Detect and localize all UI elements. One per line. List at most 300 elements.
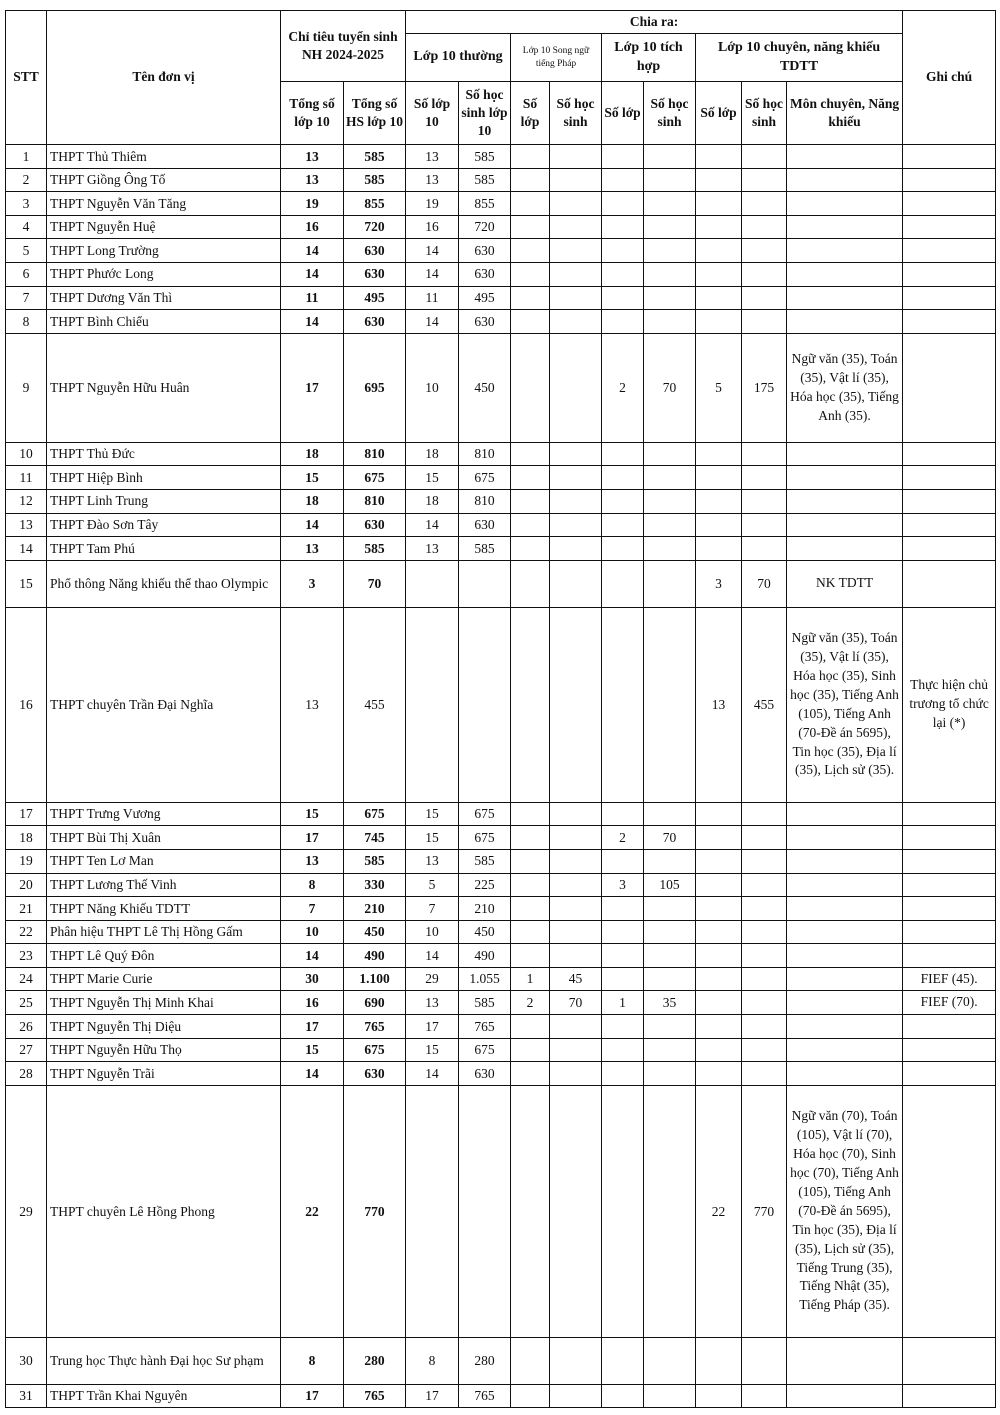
cell-bilingual-students	[550, 560, 602, 607]
cell-notes	[903, 849, 996, 873]
table-row	[6, 215, 996, 239]
cell-regular-students: 675	[459, 466, 511, 490]
header-bilingual-french: Lớp 10 Song ngữ tiếng Pháp	[511, 34, 602, 82]
table-row	[6, 145, 996, 169]
cell-unit-name: THPT Đào Sơn Tây	[47, 513, 281, 537]
cell-total-classes: 14	[281, 239, 344, 263]
cell-specialized-classes	[696, 873, 742, 897]
cell-total-students: 675	[344, 1038, 406, 1062]
cell-integrated-students	[644, 168, 696, 192]
table-row	[6, 333, 996, 442]
cell-unit-name: THPT Thủ Thiêm	[47, 145, 281, 169]
cell-notes	[903, 897, 996, 921]
cell-notes: FIEF (70).	[903, 991, 996, 1015]
cell-bilingual-students	[550, 1085, 602, 1337]
cell-regular-classes	[406, 607, 459, 802]
cell-regular-students: 675	[459, 826, 511, 850]
cell-unit-name: THPT Ten Lơ Man	[47, 849, 281, 873]
cell-stt: 15	[6, 560, 47, 607]
cell-integrated-classes: 1	[602, 991, 644, 1015]
cell-integrated-students: 105	[644, 873, 696, 897]
cell-stt: 27	[6, 1038, 47, 1062]
cell-integrated-classes	[602, 215, 644, 239]
cell-specialized-classes	[696, 1337, 742, 1384]
cell-notes	[903, 944, 996, 968]
cell-total-students: 720	[344, 215, 406, 239]
cell-specialized-students	[742, 239, 787, 263]
cell-specialized-subjects	[787, 262, 903, 286]
cell-regular-students: 630	[459, 239, 511, 263]
header-regular-classes: Số lớp 10	[406, 82, 459, 145]
cell-stt: 3	[6, 192, 47, 216]
cell-integrated-students: 70	[644, 826, 696, 850]
cell-bilingual-classes	[511, 192, 550, 216]
cell-integrated-students	[644, 1085, 696, 1337]
cell-bilingual-students	[550, 1384, 602, 1408]
cell-bilingual-students	[550, 1337, 602, 1384]
cell-bilingual-students	[550, 442, 602, 466]
cell-total-classes: 19	[281, 192, 344, 216]
cell-integrated-students	[644, 145, 696, 169]
cell-specialized-subjects	[787, 466, 903, 490]
cell-specialized-subjects	[787, 1015, 903, 1039]
cell-regular-classes: 11	[406, 286, 459, 310]
header-regular-class: Lớp 10 thường	[406, 34, 511, 82]
cell-notes	[903, 1062, 996, 1086]
cell-bilingual-students	[550, 145, 602, 169]
cell-notes	[903, 513, 996, 537]
cell-total-students: 745	[344, 826, 406, 850]
cell-unit-name: THPT Lê Quý Đôn	[47, 944, 281, 968]
cell-specialized-classes	[696, 286, 742, 310]
header-integrated-classes: Số lớp	[602, 82, 644, 145]
cell-total-classes: 17	[281, 333, 344, 442]
cell-notes	[903, 239, 996, 263]
cell-specialized-students	[742, 873, 787, 897]
cell-bilingual-classes	[511, 873, 550, 897]
cell-specialized-classes	[696, 489, 742, 513]
header-bilingual-students: Số học sinh	[550, 82, 602, 145]
cell-bilingual-classes	[511, 849, 550, 873]
table-row	[6, 537, 996, 561]
cell-total-students: 630	[344, 310, 406, 334]
cell-specialized-subjects	[787, 849, 903, 873]
cell-total-classes: 22	[281, 1085, 344, 1337]
cell-specialized-students	[742, 466, 787, 490]
cell-specialized-students	[742, 537, 787, 561]
cell-bilingual-classes	[511, 826, 550, 850]
cell-total-classes: 13	[281, 145, 344, 169]
cell-specialized-classes	[696, 168, 742, 192]
table-row	[6, 826, 996, 850]
cell-total-students: 810	[344, 489, 406, 513]
cell-unit-name: THPT Nguyễn Văn Tăng	[47, 192, 281, 216]
cell-unit-name: THPT Trần Khai Nguyên	[47, 1384, 281, 1408]
cell-specialized-students	[742, 920, 787, 944]
cell-integrated-classes	[602, 310, 644, 334]
cell-total-classes: 13	[281, 607, 344, 802]
cell-bilingual-students	[550, 466, 602, 490]
cell-bilingual-classes: 1	[511, 967, 550, 991]
table-row	[6, 1085, 996, 1337]
cell-regular-students	[459, 1085, 511, 1337]
cell-bilingual-classes	[511, 466, 550, 490]
cell-total-classes: 8	[281, 873, 344, 897]
cell-regular-classes: 15	[406, 802, 459, 826]
cell-total-classes: 16	[281, 991, 344, 1015]
cell-specialized-classes	[696, 991, 742, 1015]
cell-specialized-classes	[696, 442, 742, 466]
cell-integrated-students	[644, 442, 696, 466]
cell-integrated-classes: 2	[602, 333, 644, 442]
table-row	[6, 442, 996, 466]
cell-specialized-students	[742, 192, 787, 216]
cell-unit-name: THPT chuyên Trần Đại Nghĩa	[47, 607, 281, 802]
header-specialized-class: Lớp 10 chuyên, năng khiếu TDTT	[696, 34, 903, 82]
cell-total-classes: 14	[281, 944, 344, 968]
cell-regular-classes	[406, 560, 459, 607]
cell-specialized-students	[742, 513, 787, 537]
cell-bilingual-students	[550, 537, 602, 561]
cell-regular-classes: 18	[406, 442, 459, 466]
cell-unit-name: THPT Nguyễn Thị Diệu	[47, 1015, 281, 1039]
cell-integrated-classes	[602, 537, 644, 561]
cell-bilingual-students: 70	[550, 991, 602, 1015]
cell-integrated-classes	[602, 489, 644, 513]
cell-bilingual-students	[550, 239, 602, 263]
cell-unit-name: THPT Lương Thế Vinh	[47, 873, 281, 897]
cell-specialized-subjects	[787, 310, 903, 334]
cell-bilingual-classes	[511, 920, 550, 944]
cell-total-classes: 14	[281, 1062, 344, 1086]
cell-bilingual-classes	[511, 310, 550, 334]
cell-total-students: 695	[344, 333, 406, 442]
table-row	[6, 489, 996, 513]
cell-stt: 5	[6, 239, 47, 263]
cell-integrated-students	[644, 897, 696, 921]
header-total-classes: Tổng số lớp 10	[281, 82, 344, 145]
cell-regular-students: 280	[459, 1337, 511, 1384]
table-row	[6, 560, 996, 607]
cell-regular-students: 630	[459, 513, 511, 537]
cell-notes	[903, 802, 996, 826]
cell-integrated-students	[644, 513, 696, 537]
cell-notes	[903, 442, 996, 466]
cell-bilingual-students	[550, 168, 602, 192]
header-specialized-classes: Số lớp	[696, 82, 742, 145]
cell-specialized-classes: 13	[696, 607, 742, 802]
cell-specialized-subjects	[787, 1038, 903, 1062]
cell-regular-classes: 8	[406, 1337, 459, 1384]
cell-bilingual-classes	[511, 1384, 550, 1408]
cell-bilingual-students	[550, 802, 602, 826]
cell-unit-name: Phân hiệu THPT Lê Thị Hồng Gấm	[47, 920, 281, 944]
cell-specialized-subjects	[787, 802, 903, 826]
cell-specialized-classes	[696, 826, 742, 850]
cell-integrated-students	[644, 1384, 696, 1408]
cell-integrated-students	[644, 607, 696, 802]
cell-specialized-students	[742, 802, 787, 826]
cell-specialized-subjects	[787, 145, 903, 169]
cell-integrated-classes	[602, 262, 644, 286]
table-body	[6, 145, 996, 1408]
cell-notes	[903, 1337, 996, 1384]
cell-integrated-students	[644, 310, 696, 334]
cell-total-students: 810	[344, 442, 406, 466]
header-unit-name: Tên đơn vị	[47, 11, 281, 145]
cell-specialized-subjects	[787, 920, 903, 944]
cell-specialized-subjects: Ngữ văn (70), Toán (105), Vật lí (70), Hóa học (70), Sinh học (70), Tiếng Anh (105), Tiếng Anh (70-Đề án 5695), Tin học (35), Địa lí (35), Lịch sử (35), Tiếng Trung (35), Tiếng Nhật (35), Tiếng Pháp (35).	[787, 1085, 903, 1337]
cell-notes: FIEF (45).	[903, 967, 996, 991]
cell-integrated-classes	[602, 1384, 644, 1408]
cell-specialized-subjects	[787, 489, 903, 513]
cell-total-classes: 30	[281, 967, 344, 991]
cell-unit-name: THPT Năng Khiếu TDTT	[47, 897, 281, 921]
cell-notes	[903, 215, 996, 239]
cell-bilingual-classes	[511, 1062, 550, 1086]
table-row	[6, 286, 996, 310]
cell-integrated-students: 70	[644, 333, 696, 442]
header-notes: Ghi chú	[903, 11, 996, 145]
table-row	[6, 239, 996, 263]
cell-notes	[903, 145, 996, 169]
cell-notes	[903, 310, 996, 334]
cell-regular-students: 585	[459, 537, 511, 561]
cell-specialized-students	[742, 944, 787, 968]
cell-integrated-classes	[602, 967, 644, 991]
cell-specialized-students: 175	[742, 333, 787, 442]
cell-regular-classes: 15	[406, 826, 459, 850]
cell-integrated-classes	[602, 1038, 644, 1062]
table-row	[6, 1015, 996, 1039]
cell-specialized-subjects	[787, 192, 903, 216]
cell-total-students: 630	[344, 262, 406, 286]
cell-specialized-subjects	[787, 967, 903, 991]
cell-stt: 6	[6, 262, 47, 286]
cell-stt: 31	[6, 1384, 47, 1408]
cell-stt: 29	[6, 1085, 47, 1337]
cell-specialized-students	[742, 1337, 787, 1384]
cell-regular-students: 810	[459, 442, 511, 466]
cell-specialized-students: 455	[742, 607, 787, 802]
cell-total-classes: 17	[281, 826, 344, 850]
cell-integrated-classes	[602, 802, 644, 826]
cell-specialized-classes: 3	[696, 560, 742, 607]
cell-specialized-subjects	[787, 239, 903, 263]
cell-total-students: 585	[344, 145, 406, 169]
cell-specialized-subjects	[787, 513, 903, 537]
cell-specialized-classes	[696, 849, 742, 873]
cell-specialized-classes: 5	[696, 333, 742, 442]
cell-unit-name: THPT Nguyễn Hữu Thọ	[47, 1038, 281, 1062]
cell-unit-name: THPT Marie Curie	[47, 967, 281, 991]
cell-total-students: 585	[344, 537, 406, 561]
cell-bilingual-students	[550, 1015, 602, 1039]
cell-total-students: 495	[344, 286, 406, 310]
cell-specialized-subjects	[787, 168, 903, 192]
cell-unit-name: THPT Hiệp Bình	[47, 466, 281, 490]
cell-regular-students: 585	[459, 145, 511, 169]
cell-unit-name: THPT Dương Văn Thì	[47, 286, 281, 310]
cell-integrated-students	[644, 1038, 696, 1062]
cell-unit-name: THPT Nguyễn Thị Minh Khai	[47, 991, 281, 1015]
cell-specialized-students	[742, 262, 787, 286]
cell-specialized-classes	[696, 1062, 742, 1086]
cell-total-classes: 17	[281, 1015, 344, 1039]
cell-notes	[903, 262, 996, 286]
table-row	[6, 513, 996, 537]
cell-bilingual-students	[550, 607, 602, 802]
cell-total-students: 455	[344, 607, 406, 802]
cell-stt: 17	[6, 802, 47, 826]
cell-stt: 1	[6, 145, 47, 169]
cell-specialized-classes	[696, 920, 742, 944]
cell-integrated-classes	[602, 466, 644, 490]
cell-notes	[903, 873, 996, 897]
cell-total-classes: 17	[281, 1384, 344, 1408]
cell-integrated-students	[644, 537, 696, 561]
cell-regular-students: 495	[459, 286, 511, 310]
cell-regular-classes	[406, 1085, 459, 1337]
cell-integrated-classes	[602, 897, 644, 921]
cell-specialized-subjects	[787, 873, 903, 897]
cell-regular-classes: 14	[406, 944, 459, 968]
cell-bilingual-classes	[511, 1015, 550, 1039]
cell-regular-classes: 7	[406, 897, 459, 921]
cell-specialized-subjects: NK TDTT	[787, 560, 903, 607]
cell-total-classes: 8	[281, 1337, 344, 1384]
cell-total-students: 770	[344, 1085, 406, 1337]
cell-specialized-students: 70	[742, 560, 787, 607]
cell-specialized-subjects	[787, 286, 903, 310]
cell-integrated-students	[644, 262, 696, 286]
cell-stt: 2	[6, 168, 47, 192]
header-bilingual-classes: Số lớp	[511, 82, 550, 145]
table-row	[6, 607, 996, 802]
cell-specialized-students	[742, 1384, 787, 1408]
cell-regular-students: 225	[459, 873, 511, 897]
cell-notes	[903, 1015, 996, 1039]
cell-regular-classes: 13	[406, 849, 459, 873]
cell-stt: 28	[6, 1062, 47, 1086]
cell-integrated-students	[644, 466, 696, 490]
cell-bilingual-classes	[511, 442, 550, 466]
cell-total-classes: 14	[281, 262, 344, 286]
cell-bilingual-students	[550, 897, 602, 921]
cell-integrated-students	[644, 802, 696, 826]
cell-total-students: 210	[344, 897, 406, 921]
table-row	[6, 1062, 996, 1086]
cell-specialized-classes	[696, 215, 742, 239]
cell-bilingual-classes	[511, 607, 550, 802]
cell-stt: 7	[6, 286, 47, 310]
table-row	[6, 262, 996, 286]
cell-integrated-students	[644, 1015, 696, 1039]
cell-bilingual-classes	[511, 1085, 550, 1337]
cell-specialized-subjects	[787, 1062, 903, 1086]
cell-total-students: 490	[344, 944, 406, 968]
cell-total-classes: 14	[281, 513, 344, 537]
cell-regular-classes: 13	[406, 145, 459, 169]
cell-bilingual-classes	[511, 489, 550, 513]
cell-bilingual-classes	[511, 537, 550, 561]
cell-bilingual-classes	[511, 168, 550, 192]
cell-regular-students	[459, 607, 511, 802]
cell-regular-classes: 17	[406, 1015, 459, 1039]
cell-unit-name: Trung học Thực hành Đại học Sư phạm	[47, 1337, 281, 1384]
cell-integrated-students	[644, 967, 696, 991]
cell-integrated-classes	[602, 560, 644, 607]
cell-specialized-students	[742, 967, 787, 991]
cell-stt: 14	[6, 537, 47, 561]
cell-regular-classes: 10	[406, 333, 459, 442]
cell-stt: 4	[6, 215, 47, 239]
cell-specialized-classes	[696, 1015, 742, 1039]
cell-integrated-classes	[602, 1337, 644, 1384]
cell-stt: 11	[6, 466, 47, 490]
cell-regular-students: 765	[459, 1384, 511, 1408]
cell-notes	[903, 168, 996, 192]
cell-integrated-classes	[602, 145, 644, 169]
cell-regular-classes: 14	[406, 262, 459, 286]
cell-specialized-students	[742, 286, 787, 310]
cell-total-students: 675	[344, 802, 406, 826]
cell-integrated-students	[644, 489, 696, 513]
cell-unit-name: THPT Nguyễn Hữu Huân	[47, 333, 281, 442]
cell-stt: 16	[6, 607, 47, 802]
table-row	[6, 1384, 996, 1408]
cell-stt: 8	[6, 310, 47, 334]
cell-regular-students: 585	[459, 849, 511, 873]
cell-total-classes: 13	[281, 537, 344, 561]
cell-notes	[903, 286, 996, 310]
cell-stt: 24	[6, 967, 47, 991]
cell-integrated-students	[644, 1337, 696, 1384]
cell-regular-students: 630	[459, 310, 511, 334]
cell-total-students: 630	[344, 513, 406, 537]
cell-unit-name: THPT Thủ Đức	[47, 442, 281, 466]
table-row	[6, 1038, 996, 1062]
header-row-1	[6, 11, 996, 34]
table-row	[6, 897, 996, 921]
header-quota: Chỉ tiêu tuyển sinh NH 2024-2025	[281, 11, 406, 82]
cell-bilingual-students	[550, 333, 602, 442]
cell-stt: 12	[6, 489, 47, 513]
cell-specialized-classes	[696, 262, 742, 286]
cell-bilingual-classes	[511, 239, 550, 263]
cell-total-students: 585	[344, 168, 406, 192]
cell-total-students: 1.100	[344, 967, 406, 991]
cell-bilingual-students	[550, 1062, 602, 1086]
cell-integrated-students	[644, 1062, 696, 1086]
cell-regular-students: 585	[459, 168, 511, 192]
cell-notes: Thực hiện chủ trương tổ chức lại (*)	[903, 607, 996, 802]
cell-total-classes: 15	[281, 802, 344, 826]
cell-total-students: 855	[344, 192, 406, 216]
cell-notes	[903, 333, 996, 442]
cell-total-classes: 18	[281, 489, 344, 513]
cell-bilingual-students	[550, 920, 602, 944]
header-regular-students: Số học sinh lớp 10	[459, 82, 511, 145]
cell-integrated-classes	[602, 513, 644, 537]
cell-bilingual-students	[550, 215, 602, 239]
cell-specialized-students	[742, 1015, 787, 1039]
cell-regular-students: 630	[459, 262, 511, 286]
cell-total-classes: 16	[281, 215, 344, 239]
cell-bilingual-classes	[511, 145, 550, 169]
header-specialized-students: Số học sinh	[742, 82, 787, 145]
cell-bilingual-students	[550, 286, 602, 310]
